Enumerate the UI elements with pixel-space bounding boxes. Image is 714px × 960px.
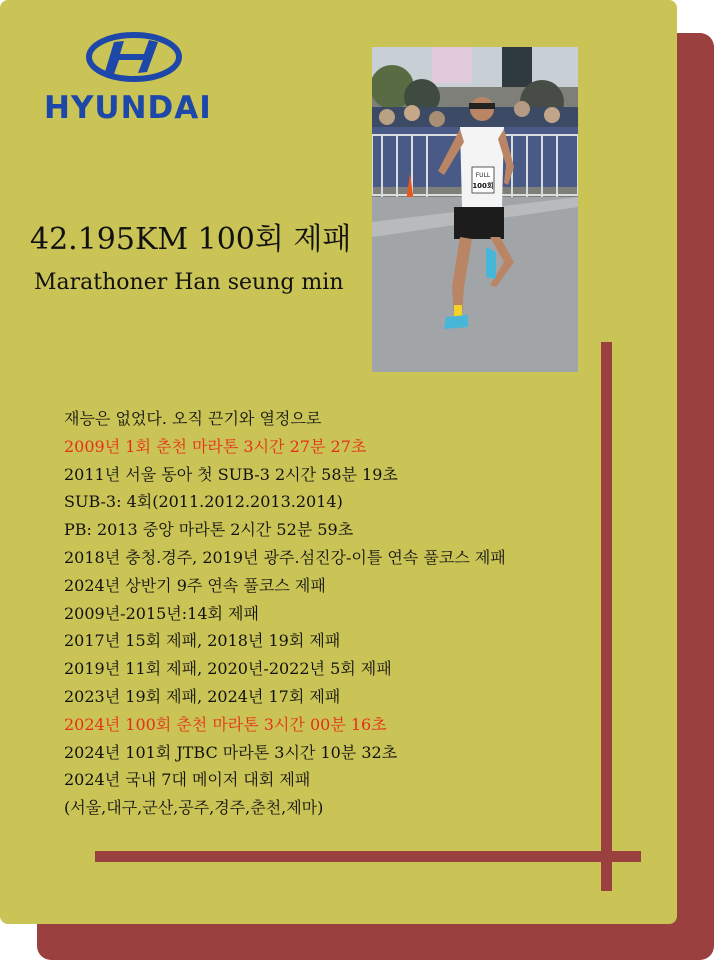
logo-wordmark: HYUNDAI (44, 90, 212, 126)
bib-number: 100회 (472, 182, 494, 190)
record-line: 2024년 국내 7대 메이저 대회 제패 (64, 770, 311, 790)
page-title: 42.195KM 100회 제패 (30, 222, 352, 257)
hyundai-logo (44, 32, 222, 124)
highlight-record: 2009년 1회 춘천 마라톤 3시간 27분 27초 (64, 436, 367, 456)
runner-name: Marathoner Han seung min (34, 270, 344, 295)
hyundai-emblem-icon (44, 32, 222, 90)
vertical-accent-line (601, 342, 612, 891)
record-line: 재능은 없었다. 오직 끈기와 열정으로 (64, 409, 322, 428)
highlight-record: 2024년 100회 춘천 마라톤 3시간 00분 16초 (64, 714, 387, 734)
record-line: 2023년 19회 제패, 2024년 17회 제패 (64, 686, 341, 706)
record-line: 2018년 충청.경주, 2019년 광주.섬진강-이틀 연속 풀코스 제패 (64, 547, 506, 567)
runner-photo (372, 47, 578, 372)
record-line: 2019년 11회 제패, 2020년-2022년 5회 제패 (64, 659, 392, 679)
record-line: PB: 2013 중앙 마라톤 2시간 52분 59초 (64, 520, 354, 540)
record-line: SUB-3: 4회(2011.2012.2013.2014) (64, 492, 343, 512)
record-line: 2024년 상반기 9주 연속 풀코스 제패 (64, 575, 326, 595)
record-line: 2024년 101회 JTBC 마라톤 3시간 10분 32초 (64, 742, 398, 762)
record-line: 2011년 서울 동아 첫 SUB-3 2시간 58분 19초 (64, 464, 398, 484)
record-line: 2009년-2015년:14회 제패 (64, 603, 259, 623)
record-line: 2017년 15회 제패, 2018년 19회 제패 (64, 631, 341, 651)
horizontal-accent-line (95, 851, 641, 862)
record-line: (서울,대구,군산,공주,경주,춘천,제마) (64, 798, 324, 818)
records-list (64, 405, 604, 822)
bib-label: FULL (475, 172, 491, 179)
